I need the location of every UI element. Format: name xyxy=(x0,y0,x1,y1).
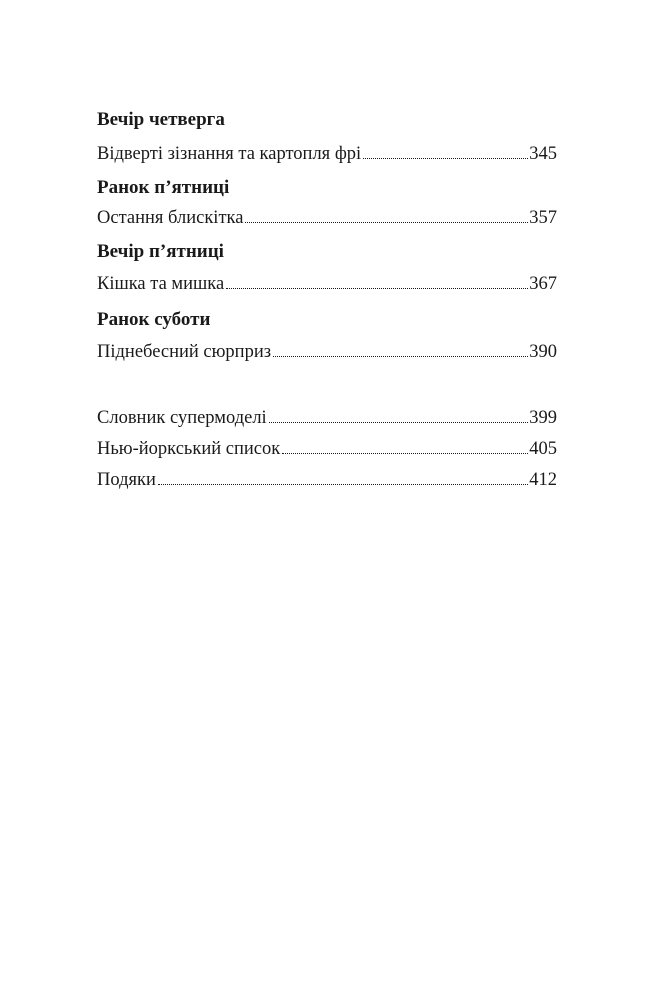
toc-entry[interactable] xyxy=(97,406,557,430)
section-heading-friday-morning: Ранок п’ятниці xyxy=(97,177,230,198)
toc-entry[interactable] xyxy=(97,272,557,296)
dot-leader xyxy=(245,222,528,223)
section-heading-saturday-morning: Ранок суботи xyxy=(97,309,211,330)
toc-entry-title: Подяки xyxy=(97,470,156,490)
toc-entry-page: 345 xyxy=(529,144,557,164)
dot-leader xyxy=(158,484,528,485)
toc-entry-title: Остання блискітка xyxy=(97,208,244,228)
toc-entry-page: 357 xyxy=(529,208,557,228)
toc-entry-title: Словник супермоделі xyxy=(97,408,267,428)
toc-entry[interactable] xyxy=(97,206,557,230)
toc-entry[interactable] xyxy=(97,437,557,461)
section-heading-thursday-evening: Вечір четверга xyxy=(97,109,225,130)
dot-leader xyxy=(226,288,528,289)
toc-entry-page: 367 xyxy=(529,274,557,294)
toc-entry-title: Відверті зізнання та картопля фрі xyxy=(97,144,362,164)
toc-entry-page: 399 xyxy=(529,408,557,428)
dot-leader xyxy=(269,422,529,423)
dot-leader xyxy=(363,158,528,159)
toc-entry-title: Піднебесний сюрприз xyxy=(97,342,272,362)
toc-entry[interactable] xyxy=(97,142,557,166)
toc-entry[interactable] xyxy=(97,468,557,492)
toc-entry[interactable] xyxy=(97,340,557,364)
dot-leader xyxy=(282,453,528,454)
toc-entry-title: Кішка та мишка xyxy=(97,274,225,294)
dot-leader xyxy=(273,356,528,357)
toc-entry-page: 390 xyxy=(529,342,557,362)
toc-entry-page: 412 xyxy=(529,470,557,490)
section-heading-friday-evening: Вечір п’ятниці xyxy=(97,241,224,262)
toc-entry-page: 405 xyxy=(529,439,557,459)
toc-entry-title: Нью-йоркський список xyxy=(97,439,281,459)
